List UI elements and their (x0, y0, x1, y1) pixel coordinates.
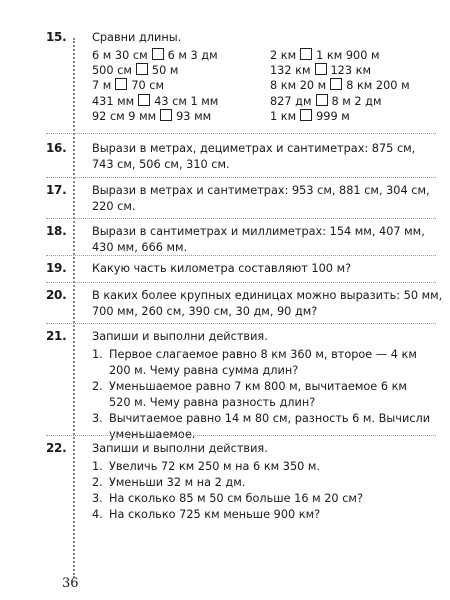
length-b: 43 см 1 мм (154, 94, 219, 108)
comparison-row (92, 63, 218, 78)
length-a: 1 км (270, 109, 297, 123)
task-number: 17. (46, 183, 67, 197)
length-a: 500 см (92, 64, 132, 78)
comparison-column-left (92, 48, 218, 124)
task-title: Сравни длины. (92, 31, 182, 44)
answer-box[interactable] (160, 109, 172, 121)
length-a: 6 м 30 см (92, 49, 148, 62)
task-text-line: 743 см, 506 см, 310 см. (92, 158, 230, 171)
answer-box[interactable] (138, 94, 150, 106)
length-a: 827 дм (270, 94, 312, 108)
task-text-line: Какую часть километра составляют 100 м? (92, 262, 352, 275)
comparison-row (270, 94, 410, 109)
task-separator (46, 323, 436, 324)
length-a: 92 см 9 мм (92, 109, 157, 123)
margin-dotted-line (73, 38, 75, 578)
item-text-line: На сколько 85 м 50 см больше 16 м 20 см? (109, 492, 363, 505)
answer-box[interactable] (115, 78, 127, 90)
item-number: 1. (92, 348, 103, 361)
task-number: 16. (46, 141, 67, 155)
task-separator (46, 435, 436, 436)
length-b: 6 м 3 дм (167, 49, 218, 62)
task-text-line: 220 см. (92, 200, 136, 213)
comparison-row (92, 48, 218, 63)
task-number: 19. (46, 261, 67, 275)
length-a: 431 мм (92, 94, 135, 108)
task-separator (46, 218, 436, 219)
answer-box[interactable] (315, 63, 327, 75)
item-text-line: Увеличь 72 км 250 м на 6 км 350 м. (109, 460, 321, 473)
task-separator (46, 255, 436, 256)
item-text-line: Вычитаемое равно 14 м 80 см, разность 6 м. Вычисли (109, 412, 431, 425)
answer-box[interactable] (316, 94, 328, 106)
length-a: 132 км (270, 64, 311, 78)
length-b: 8 м 2 дм (331, 94, 382, 108)
list-item (92, 475, 430, 491)
item-number: 1. (92, 460, 103, 473)
task-text-line: 430 мм, 666 мм. (92, 241, 188, 254)
item-number: 4. (92, 508, 103, 521)
task-text-line: В каких более крупных единицах можно выразить: 50 мм, (92, 289, 443, 302)
task-number: 15. (46, 30, 67, 44)
item-text-line: Уменьши 32 м на 2 дм. (109, 476, 246, 489)
task-body (92, 183, 430, 215)
length-b: 70 см (131, 79, 165, 93)
task-separator (46, 177, 436, 178)
action-list (92, 347, 430, 443)
task-text-line: 700 мм, 260 см, 390 см, 30 дм, 90 дм? (92, 305, 318, 318)
comparison-row (270, 63, 410, 78)
comparison-row (92, 94, 218, 109)
task-text-line: Вырази в метрах и сантиметрах: 953 см, 881 см, 304 см, (92, 184, 430, 197)
comparison-column-right (270, 48, 410, 124)
task-text-line: Вырази в метрах, дециметрах и сантиметрах: 875 см, (92, 142, 416, 155)
item-text-line: На сколько 725 км меньше 900 км? (109, 508, 321, 521)
task-body (92, 224, 430, 256)
task-body (92, 441, 430, 523)
comparison-row (270, 109, 410, 124)
length-a: 8 км 20 м (270, 79, 327, 93)
item-number: 2. (92, 476, 103, 489)
length-a: 2 км (270, 49, 297, 62)
length-b: 999 м (316, 109, 350, 123)
item-text-line: 520 м. Чему равна разность длин? (109, 396, 316, 409)
task-body (92, 141, 430, 173)
length-a: 7 м (92, 79, 112, 93)
answer-box[interactable] (136, 63, 148, 75)
list-item (92, 459, 430, 475)
comparison-row (270, 78, 410, 93)
list-item (92, 379, 430, 411)
comparison-row (92, 78, 218, 93)
list-item (92, 347, 430, 379)
action-list (92, 459, 430, 523)
length-b: 93 мм (176, 109, 212, 123)
task-body (92, 30, 430, 46)
task-body (92, 288, 443, 320)
comparison-row (270, 48, 410, 63)
item-text-line: уменьшаемое. (109, 428, 196, 441)
list-item (92, 491, 430, 507)
length-b: 123 км (330, 64, 371, 78)
item-text-line: 200 м. Чему равна сумма длин? (109, 364, 299, 377)
item-text-line: Первое слагаемое равно 8 км 360 м, второе — 4 км (109, 348, 417, 361)
task-number: 18. (46, 224, 67, 238)
item-number: 3. (92, 492, 103, 505)
item-number: 3. (92, 412, 103, 425)
answer-box[interactable] (300, 48, 312, 60)
length-b: 1 км 900 м (316, 49, 380, 62)
length-b: 50 м (151, 64, 179, 78)
task-body (92, 329, 430, 443)
task-title: Запиши и выполни действия. (92, 330, 268, 343)
task-separator (46, 133, 436, 134)
task-number: 22. (46, 441, 67, 455)
task-number: 21. (46, 329, 67, 343)
answer-box[interactable] (152, 48, 164, 60)
page-number: 36 (62, 576, 79, 591)
comparison-row (92, 109, 218, 124)
task-number: 20. (46, 288, 67, 302)
task-separator (46, 282, 436, 283)
length-b: 8 км 200 м (346, 79, 410, 93)
task-title: Запиши и выполни действия. (92, 442, 268, 455)
answer-box[interactable] (330, 78, 342, 90)
task-text-line: Вырази в сантиметрах и миллиметрах: 154 мм, 407 мм, (92, 225, 425, 238)
list-item (92, 411, 430, 443)
task-body (92, 261, 430, 277)
list-item (92, 507, 430, 523)
item-number: 2. (92, 380, 103, 393)
answer-box[interactable] (300, 109, 312, 121)
item-text-line: Уменьшаемое равно 7 км 800 м, вычитаемое 6 км (109, 380, 407, 393)
